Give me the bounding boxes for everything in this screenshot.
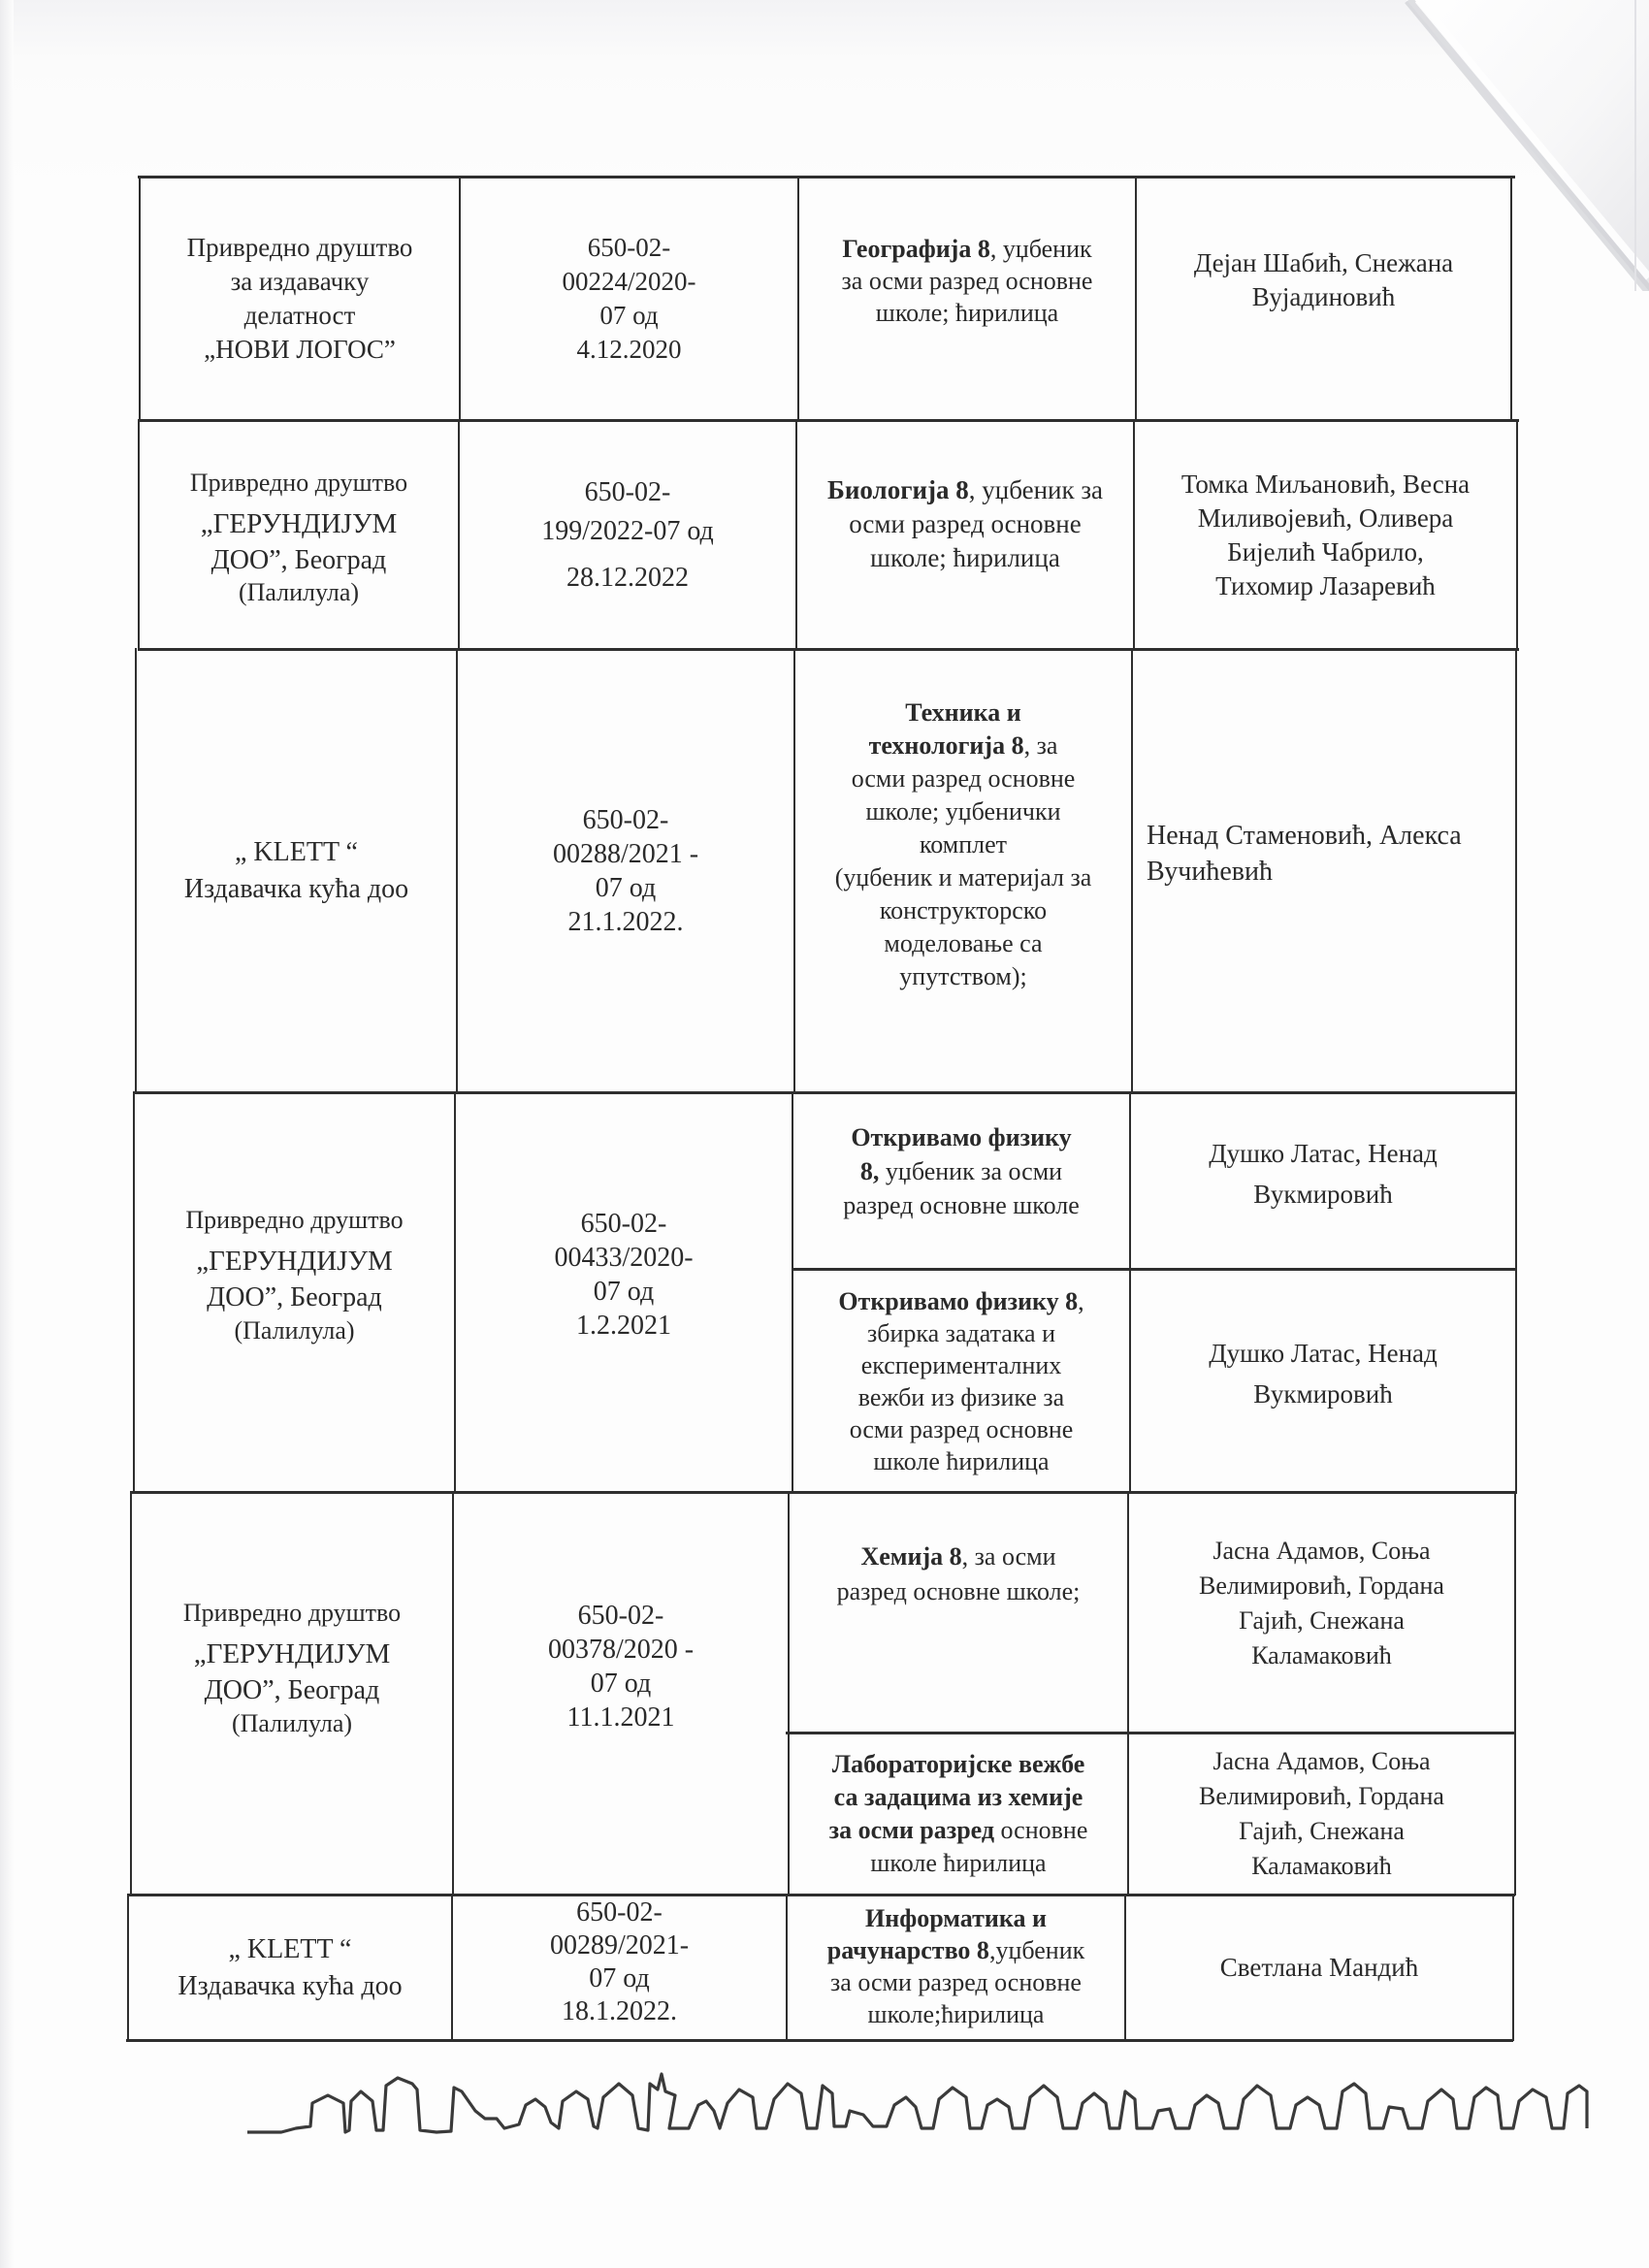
author-line: Светлана Мандић bbox=[1219, 1953, 1419, 1982]
authors-cell bbox=[1126, 1896, 1512, 2039]
author-line: Бијелић Чабрило, bbox=[1227, 536, 1424, 567]
approval-cell bbox=[456, 1094, 792, 1491]
publisher-line: „ KLETT “ bbox=[235, 837, 358, 867]
title-line: осми разред основне bbox=[849, 1414, 1074, 1443]
title-line bbox=[860, 1154, 1062, 1188]
table-border-right bbox=[1515, 648, 1517, 1093]
approval-cell bbox=[458, 651, 793, 1091]
title-line: моделовање са bbox=[884, 929, 1043, 957]
author-line: Ненад Стаменовић, Алекса bbox=[1147, 821, 1462, 851]
approval-line: 4.12.2020 bbox=[576, 335, 682, 364]
author-line: Душко Латас, Ненад bbox=[1209, 1338, 1438, 1368]
author-line: Душко Латас, Ненад bbox=[1209, 1138, 1438, 1168]
title-bold: за осми разред bbox=[828, 1816, 995, 1844]
publisher-cell bbox=[141, 178, 459, 419]
table-border-right bbox=[1515, 1091, 1517, 1493]
title-line: експерименталних bbox=[860, 1350, 1062, 1379]
publisher-line: Издавачка кућа доо bbox=[183, 874, 409, 904]
publisher-cell bbox=[135, 1094, 454, 1491]
title-line: вежби из физике за bbox=[857, 1382, 1065, 1411]
authors-cell bbox=[1129, 1734, 1514, 1894]
title-line bbox=[827, 1934, 1085, 1966]
publisher-line: Привредно друштво bbox=[182, 1599, 402, 1627]
approval-cell bbox=[460, 422, 795, 648]
title-bold: Техника и bbox=[905, 698, 1021, 727]
publisher-line: „НОВИ ЛОГОС” bbox=[204, 335, 396, 364]
title-line: за осми разред основне bbox=[830, 1968, 1082, 1996]
title-line: школе;ћирилица bbox=[867, 2000, 1045, 2028]
publisher-line: „ KLETT “ bbox=[228, 1933, 352, 1964]
publisher-line: ДОО”, Београд bbox=[207, 1281, 382, 1312]
author-line: Каламаковић bbox=[1251, 1852, 1392, 1880]
title-line: школе; уџбенички bbox=[865, 797, 1061, 826]
publisher-line: Привредно друштво bbox=[185, 1205, 404, 1234]
publisher-line: ДОО”, Београд bbox=[210, 544, 387, 575]
approval-line: 07 од bbox=[589, 1962, 650, 1993]
title-bold: технологија 8 bbox=[868, 731, 1024, 760]
author-line: Јасна Адамов, Соња bbox=[1212, 1747, 1431, 1775]
approval-line: 650-02- bbox=[576, 1896, 663, 1928]
author-line: Томка Миљановић, Весна bbox=[1180, 469, 1471, 499]
title-line: за осми разред основне bbox=[841, 266, 1093, 295]
title-line bbox=[842, 233, 1091, 265]
title-line: (уџбеник и материјал за bbox=[834, 863, 1092, 891]
title-line bbox=[838, 1285, 1083, 1317]
approval-line: 18.1.2022. bbox=[562, 1995, 677, 2026]
title-line: школе ћирилица bbox=[873, 1446, 1050, 1475]
author-line: Вучићевић bbox=[1147, 857, 1274, 887]
author-line: Гајић, Снежана bbox=[1239, 1605, 1405, 1635]
title-text: уџбеник за осми bbox=[879, 1157, 1063, 1185]
authors-cell bbox=[1131, 1271, 1515, 1491]
publisher-line: „ГЕРУНДИЈУМ bbox=[193, 1638, 391, 1669]
approval-line: 00433/2020- bbox=[554, 1242, 694, 1273]
approval-line: 650-02- bbox=[580, 1208, 667, 1239]
publisher-line: ДОО”, Београд bbox=[204, 1675, 380, 1705]
publisher-line: делатност bbox=[243, 301, 356, 330]
authors-cell bbox=[1131, 1094, 1515, 1268]
publisher-line: Привредно друштво bbox=[186, 233, 413, 262]
title-line bbox=[829, 1814, 1088, 1847]
publisher-cell bbox=[137, 651, 456, 1091]
author-line: Вујадиновић bbox=[1251, 282, 1396, 311]
title-cell bbox=[793, 1094, 1129, 1268]
title-line: упутством); bbox=[899, 962, 1027, 990]
publisher-cell bbox=[132, 1494, 452, 1894]
approval-line: 11.1.2021 bbox=[566, 1702, 675, 1733]
publisher-line: „ГЕРУНДИЈУМ bbox=[196, 1245, 393, 1277]
approval-line: 21.1.2022. bbox=[567, 907, 684, 937]
approval-line: 00289/2021- bbox=[549, 1929, 690, 1960]
authors-cell bbox=[1135, 422, 1516, 648]
approval-line: 07 од bbox=[595, 873, 657, 903]
publisher-line: Привредно друштво bbox=[189, 468, 408, 497]
title-text: , уџбеник bbox=[989, 234, 1092, 263]
publisher-line: (Палилула) bbox=[238, 577, 360, 606]
approval-line: 07 од bbox=[599, 301, 659, 330]
publisher-line: „ГЕРУНДИЈУМ bbox=[200, 507, 398, 539]
title-line: школе; ћирилица bbox=[870, 543, 1060, 572]
publisher-line: (Палилула) bbox=[234, 1315, 355, 1345]
title-bold: Откривамо физику 8 bbox=[838, 1286, 1079, 1315]
authors-cell bbox=[1133, 651, 1515, 1091]
title-bold: Биологија 8 bbox=[827, 475, 969, 504]
title-text: , за bbox=[1023, 731, 1058, 760]
authors-cell bbox=[1129, 1494, 1514, 1732]
title-line: осми разред основне bbox=[851, 764, 1076, 793]
approval-line: 650-02- bbox=[577, 1601, 664, 1631]
author-line: Вукмировић bbox=[1253, 1378, 1393, 1409]
title-bold: Откривамо физику bbox=[851, 1123, 1072, 1151]
title-line: збирка задатака и bbox=[866, 1318, 1055, 1347]
approval-line: 650-02- bbox=[587, 233, 671, 262]
publisher-line: (Палилула) bbox=[231, 1709, 353, 1737]
author-line: Јасна Адамов, Соња bbox=[1212, 1536, 1431, 1565]
approval-line: 1.2.2021 bbox=[576, 1310, 671, 1341]
author-line: Гајић, Снежана bbox=[1239, 1817, 1405, 1845]
table-border-bottom bbox=[126, 2039, 1513, 2042]
title-cell bbox=[797, 422, 1133, 648]
title-cell bbox=[790, 1494, 1127, 1732]
publisher-line: за издавачку bbox=[230, 267, 370, 296]
title-cell bbox=[790, 1734, 1127, 1894]
author-line: Дејан Шабић, Снежана bbox=[1193, 248, 1454, 277]
table-border-right bbox=[1516, 419, 1518, 650]
title-cell bbox=[799, 178, 1135, 419]
approval-line: 28.12.2022 bbox=[566, 562, 689, 593]
title-line: разред основне школе; bbox=[836, 1576, 1081, 1605]
title-line bbox=[869, 729, 1058, 762]
author-line: Тихомир Лазаревић bbox=[1215, 570, 1436, 600]
author-line: Вукмировић bbox=[1253, 1179, 1393, 1209]
approval-line: 00288/2021 - bbox=[552, 839, 699, 869]
approval-line: 199/2022-07 од bbox=[541, 515, 714, 546]
title-line: комплет bbox=[919, 830, 1008, 859]
title-bold: Географија 8 bbox=[842, 234, 990, 263]
title-line: конструкторско bbox=[879, 896, 1048, 924]
title-text: , bbox=[1078, 1286, 1084, 1315]
approval-line: 07 од bbox=[593, 1276, 655, 1307]
signature-stroke bbox=[247, 2074, 1587, 2132]
handwritten-signature bbox=[242, 2064, 1591, 2142]
title-line bbox=[827, 473, 1103, 507]
title-bold: Хемија 8 bbox=[860, 1541, 962, 1571]
title-text: основне bbox=[994, 1816, 1088, 1844]
title-bold: 8, bbox=[859, 1157, 880, 1185]
publisher-line: Издавачка кућа доо bbox=[178, 1970, 403, 2001]
folded-page-corner bbox=[1358, 0, 1649, 291]
title-bold: Лабораторијске вежбе bbox=[831, 1750, 1085, 1778]
title-line bbox=[860, 1539, 1055, 1574]
publisher-cell bbox=[140, 422, 458, 648]
title-line: школе ћирилица bbox=[870, 1849, 1047, 1877]
author-line: Велимировић, Гордана bbox=[1199, 1782, 1444, 1810]
approval-cell bbox=[461, 178, 797, 419]
approval-line: 07 од bbox=[590, 1669, 652, 1699]
title-line: осми разред основне bbox=[849, 509, 1082, 538]
title-text: ,уџбеник bbox=[988, 1936, 1085, 1964]
approval-line: 650-02- bbox=[582, 805, 669, 835]
title-line: разред основне школе bbox=[843, 1191, 1080, 1219]
approval-line: 650-02- bbox=[584, 476, 671, 507]
author-line: Каламаковић bbox=[1251, 1640, 1392, 1669]
title-cell bbox=[795, 651, 1131, 1091]
author-line: Миливојевић, Оливера bbox=[1197, 502, 1454, 533]
author-line: Велимировић, Гордана bbox=[1199, 1571, 1444, 1600]
title-bold: са задацима из хемије bbox=[833, 1783, 1083, 1811]
title-bold: рачунарство 8 bbox=[826, 1936, 989, 1964]
approval-cell bbox=[453, 1885, 786, 2039]
title-text: , уџбеник за bbox=[968, 475, 1103, 504]
approval-line: 00378/2020 - bbox=[547, 1635, 695, 1665]
table-border-right bbox=[1514, 1491, 1516, 1895]
title-line: школе; ћирилица bbox=[875, 298, 1059, 327]
title-text: , за осми bbox=[961, 1541, 1056, 1571]
publisher-cell bbox=[129, 1896, 451, 2039]
approval-line: 00224/2020- bbox=[562, 267, 696, 296]
title-cell bbox=[788, 1894, 1124, 2039]
table-border-right bbox=[1512, 1894, 1514, 2041]
title-cell bbox=[793, 1271, 1129, 1491]
title-bold: Информатика и bbox=[865, 1904, 1047, 1932]
approval-cell bbox=[454, 1494, 788, 1894]
